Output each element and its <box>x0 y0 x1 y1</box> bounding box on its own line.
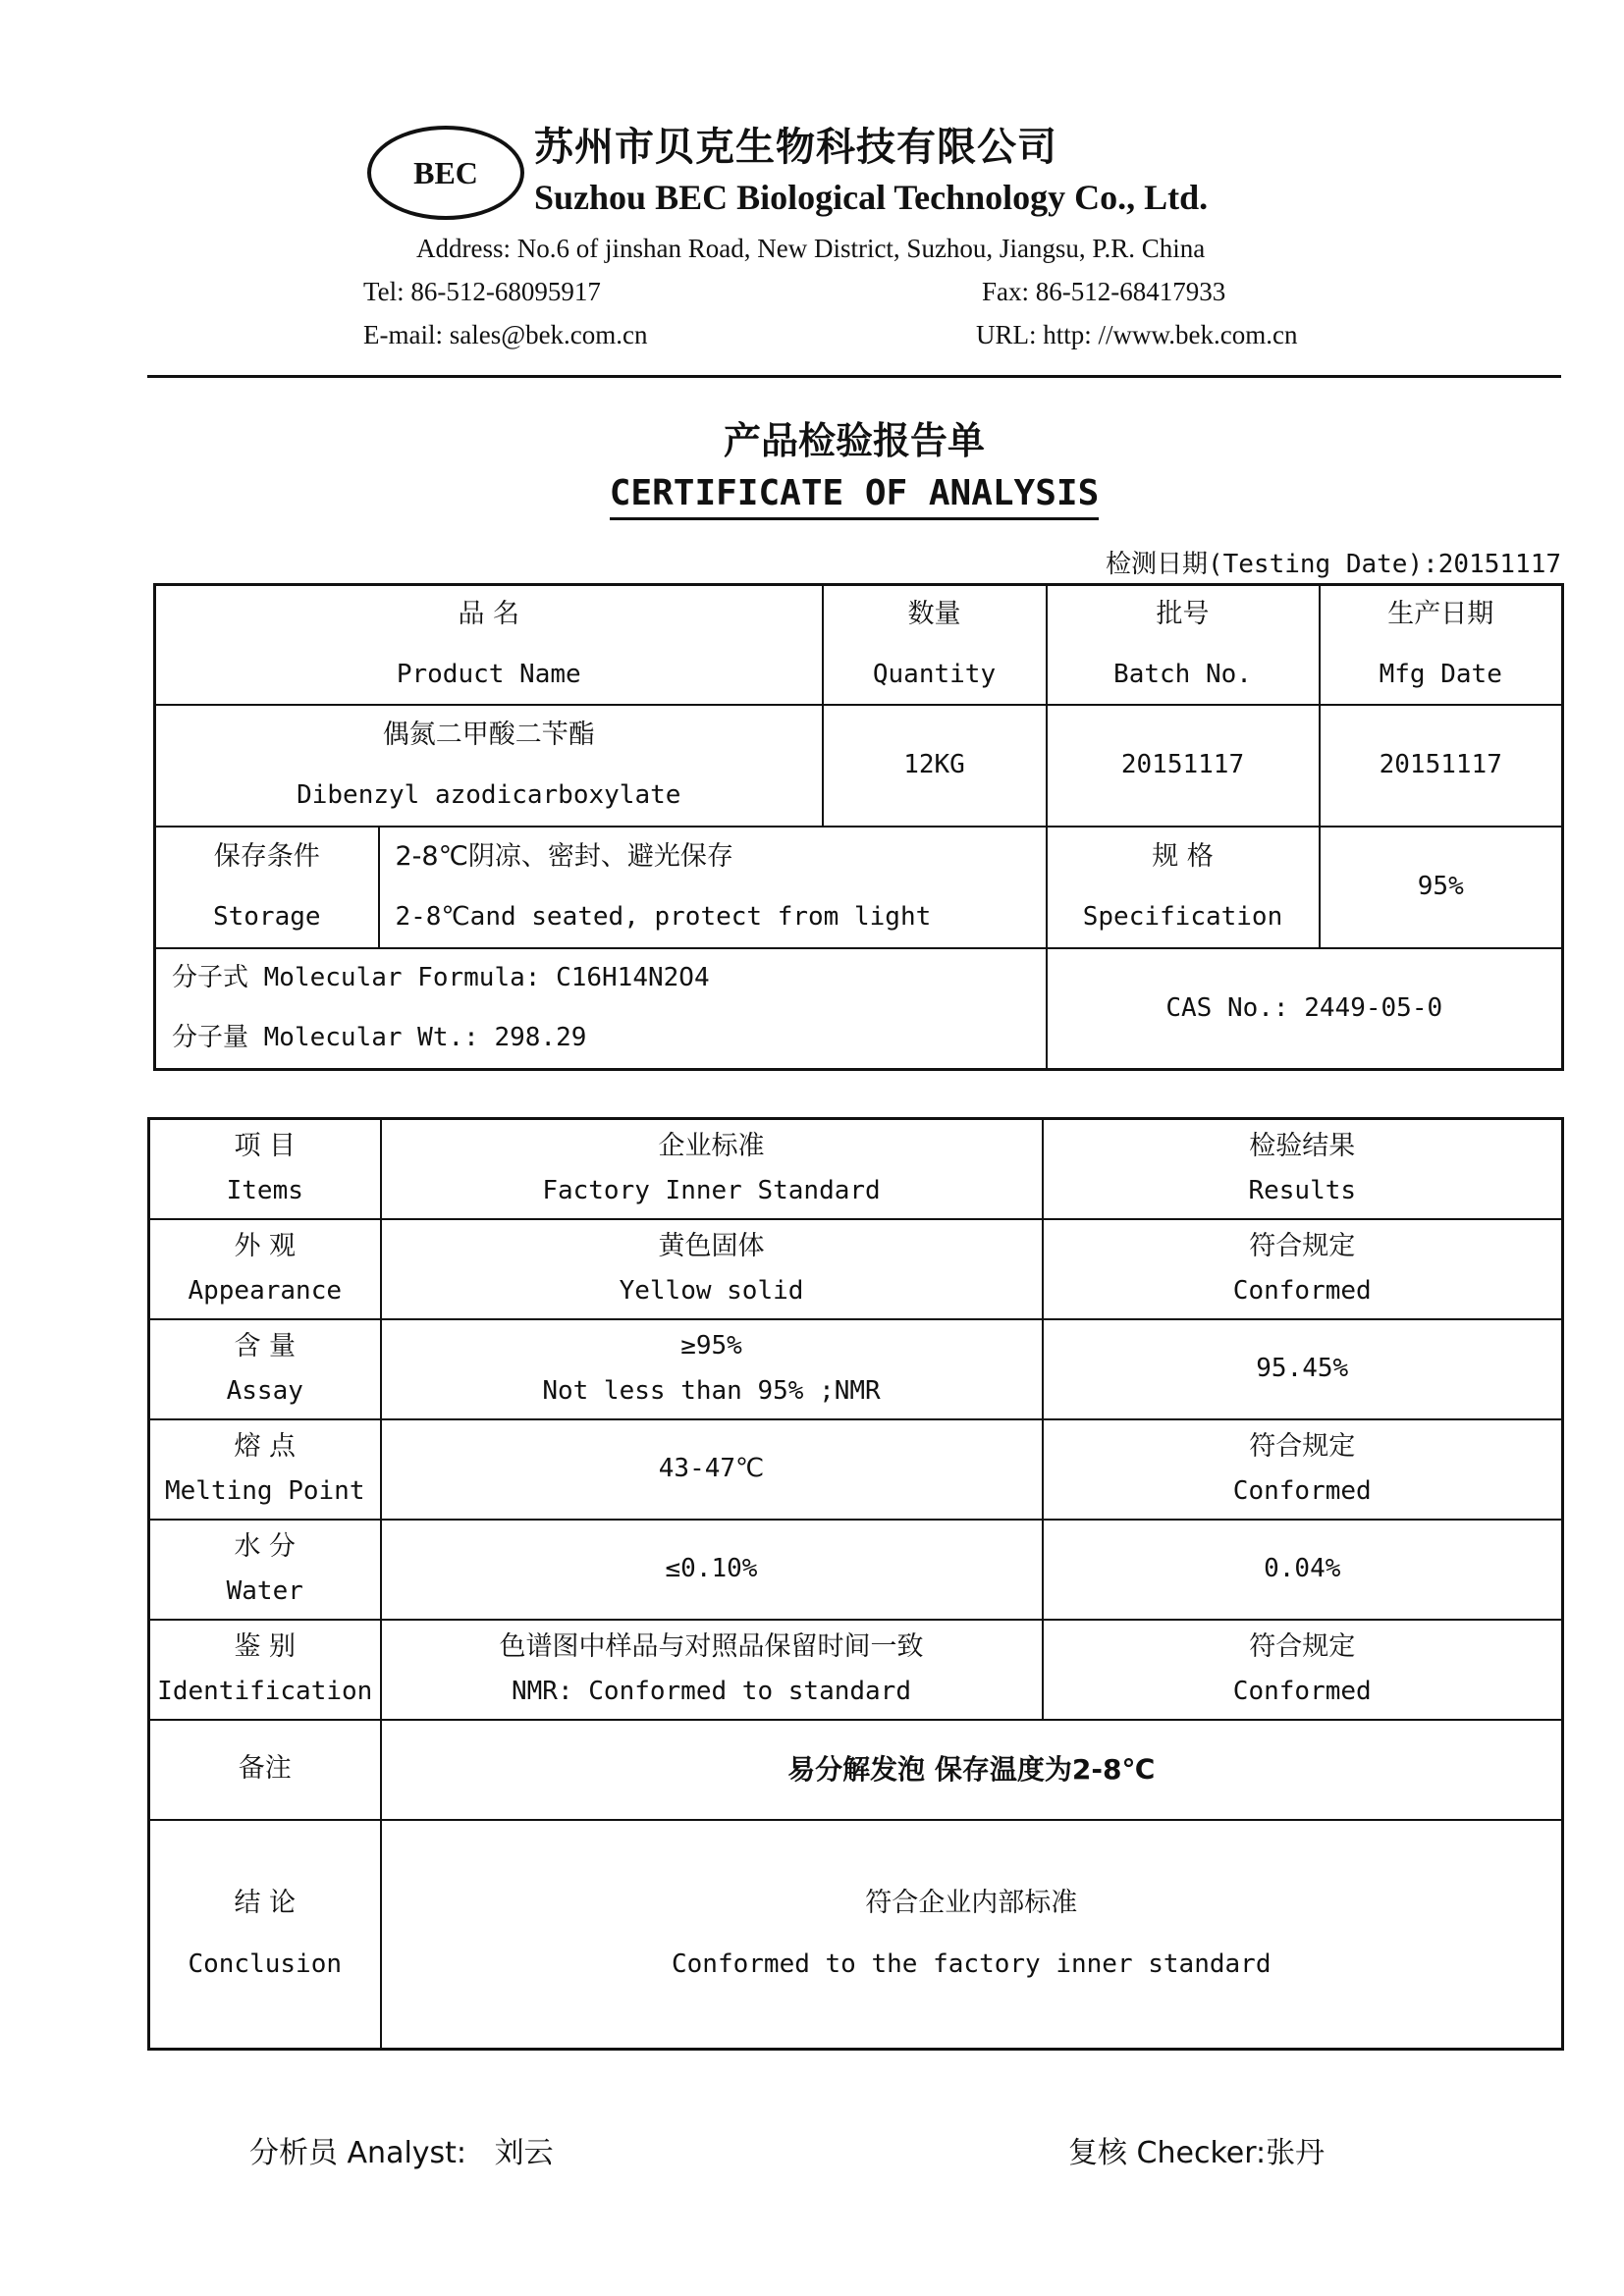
conclusion-value: 符合企业内部标准 Conformed to the factory inner standard <box>381 1820 1563 2050</box>
table-row <box>149 1219 1563 1319</box>
table-row <box>149 1419 1563 1520</box>
storage-value: 2-8℃阴凉、密封、避光保存 2-8℃and seated, protect from light <box>379 827 1047 948</box>
header-divider <box>147 375 1561 378</box>
item-assay: 含 量 Assay <box>149 1319 381 1419</box>
standard-water: ≤0.10% <box>381 1520 1043 1620</box>
standard-appearance: 黄色固体 Yellow solid <box>381 1219 1043 1319</box>
company-name-cn: 苏州市贝克生物科技有限公司 <box>534 124 1057 170</box>
company-fax: Fax: 86-512-68417933 <box>982 277 1226 306</box>
company-address: Address: No.6 of jinshan Road, New District, Suzhou, Jiangsu, P.R. China <box>416 234 1206 263</box>
company-name-en: Suzhou BEC Biological Technology Co., Ltd. <box>534 178 1209 217</box>
conclusion-label: 结 论 Conclusion <box>149 1820 381 2050</box>
product-name-value: 偶氮二甲酸二苄酯 Dibenzyl azodicarboxylate <box>155 705 823 827</box>
checker-label: 复核 Checker: <box>1068 2136 1267 2170</box>
standard-assay: ≥95% Not less than 95% ;NMR <box>381 1319 1043 1419</box>
result-appearance: 符合规定 Conformed <box>1043 1219 1563 1319</box>
info-header-row <box>155 585 1563 705</box>
storage-label: 保存条件 Storage <box>155 827 379 948</box>
title-en-text: CERTIFICATE OF ANALYSIS <box>610 473 1100 520</box>
analyst-signature <box>249 2128 554 2171</box>
company-tel: Tel: 86-512-68095917 <box>363 277 601 306</box>
info-formula-row <box>155 948 1563 1070</box>
header-standard: 企业标准 Factory Inner Standard <box>381 1119 1043 1219</box>
table-row <box>149 1520 1563 1620</box>
header-batch: 批号 Batch No. <box>1047 585 1320 705</box>
remark-value: 易分解发泡 保存温度为2-8℃ <box>381 1720 1563 1820</box>
title-cn: 产品检验报告单 <box>723 419 985 462</box>
analyst-label: 分析员 Analyst: <box>249 2136 467 2170</box>
formula-cell <box>155 948 1047 1070</box>
header-items: 项 目 Items <box>149 1119 381 1219</box>
item-appearance: 外 观 Appearance <box>149 1219 381 1319</box>
table-row <box>149 1319 1563 1419</box>
result-identification: 符合规定 Conformed <box>1043 1620 1563 1720</box>
company-url: URL: http: //www.bek.com.cn <box>976 320 1298 349</box>
result-assay: 95.45% <box>1043 1319 1563 1419</box>
header-results: 检验结果 Results <box>1043 1119 1563 1219</box>
product-info-table <box>153 583 1564 1071</box>
testing-date: 检测日期(Testing Date):20151117 <box>1105 550 1561 579</box>
remark-row <box>149 1720 1563 1820</box>
info-product-row <box>155 705 1563 827</box>
header-quantity: 数量 Quantity <box>823 585 1047 705</box>
info-storage-row <box>155 827 1563 948</box>
standard-identification: 色谱图中样品与对照品保留时间一致 NMR: Conformed to standard <box>381 1620 1043 1720</box>
specification-label: 规 格 Specification <box>1047 827 1320 948</box>
header-product-name: 品 名 Product Name <box>155 585 823 705</box>
checker-signature <box>1068 2128 1325 2171</box>
specification-value: 95% <box>1320 827 1563 948</box>
remark-label: 备注 <box>149 1720 381 1820</box>
checker-name: 张丹 <box>1266 2136 1326 2170</box>
standard-melting-point: 43-47℃ <box>381 1419 1043 1520</box>
item-melting-point: 熔 点 Melting Point <box>149 1419 381 1520</box>
header-mfg-date: 生产日期 Mfg Date <box>1320 585 1563 705</box>
item-water: 水 分 Water <box>149 1520 381 1620</box>
analysis-results-table <box>147 1117 1564 2051</box>
mfg-date-value: 20151117 <box>1320 705 1563 827</box>
quantity-value: 12KG <box>823 705 1047 827</box>
molecular-formula: 分子式 Molecular Formula: C16H14N2O4 <box>172 963 710 993</box>
molecular-weight: 分子量 Molecular Wt.: 298.29 <box>172 1023 587 1053</box>
conclusion-row <box>149 1820 1563 2050</box>
analyst-name: 刘云 <box>494 2136 554 2170</box>
result-water: 0.04% <box>1043 1520 1563 1620</box>
item-identification: 鉴 别 Identification <box>149 1620 381 1720</box>
spec-header-row <box>149 1119 1563 1219</box>
company-logo <box>367 126 524 220</box>
table-row <box>149 1620 1563 1720</box>
batch-value: 20151117 <box>1047 705 1320 827</box>
company-email: E-mail: sales@bek.com.cn <box>363 320 648 349</box>
title-en <box>0 473 1624 513</box>
cas-number: CAS No.: 2449-05-0 <box>1047 948 1563 1070</box>
logo-text: BEC <box>413 154 478 190</box>
result-melting-point: 符合规定 Conformed <box>1043 1419 1563 1520</box>
